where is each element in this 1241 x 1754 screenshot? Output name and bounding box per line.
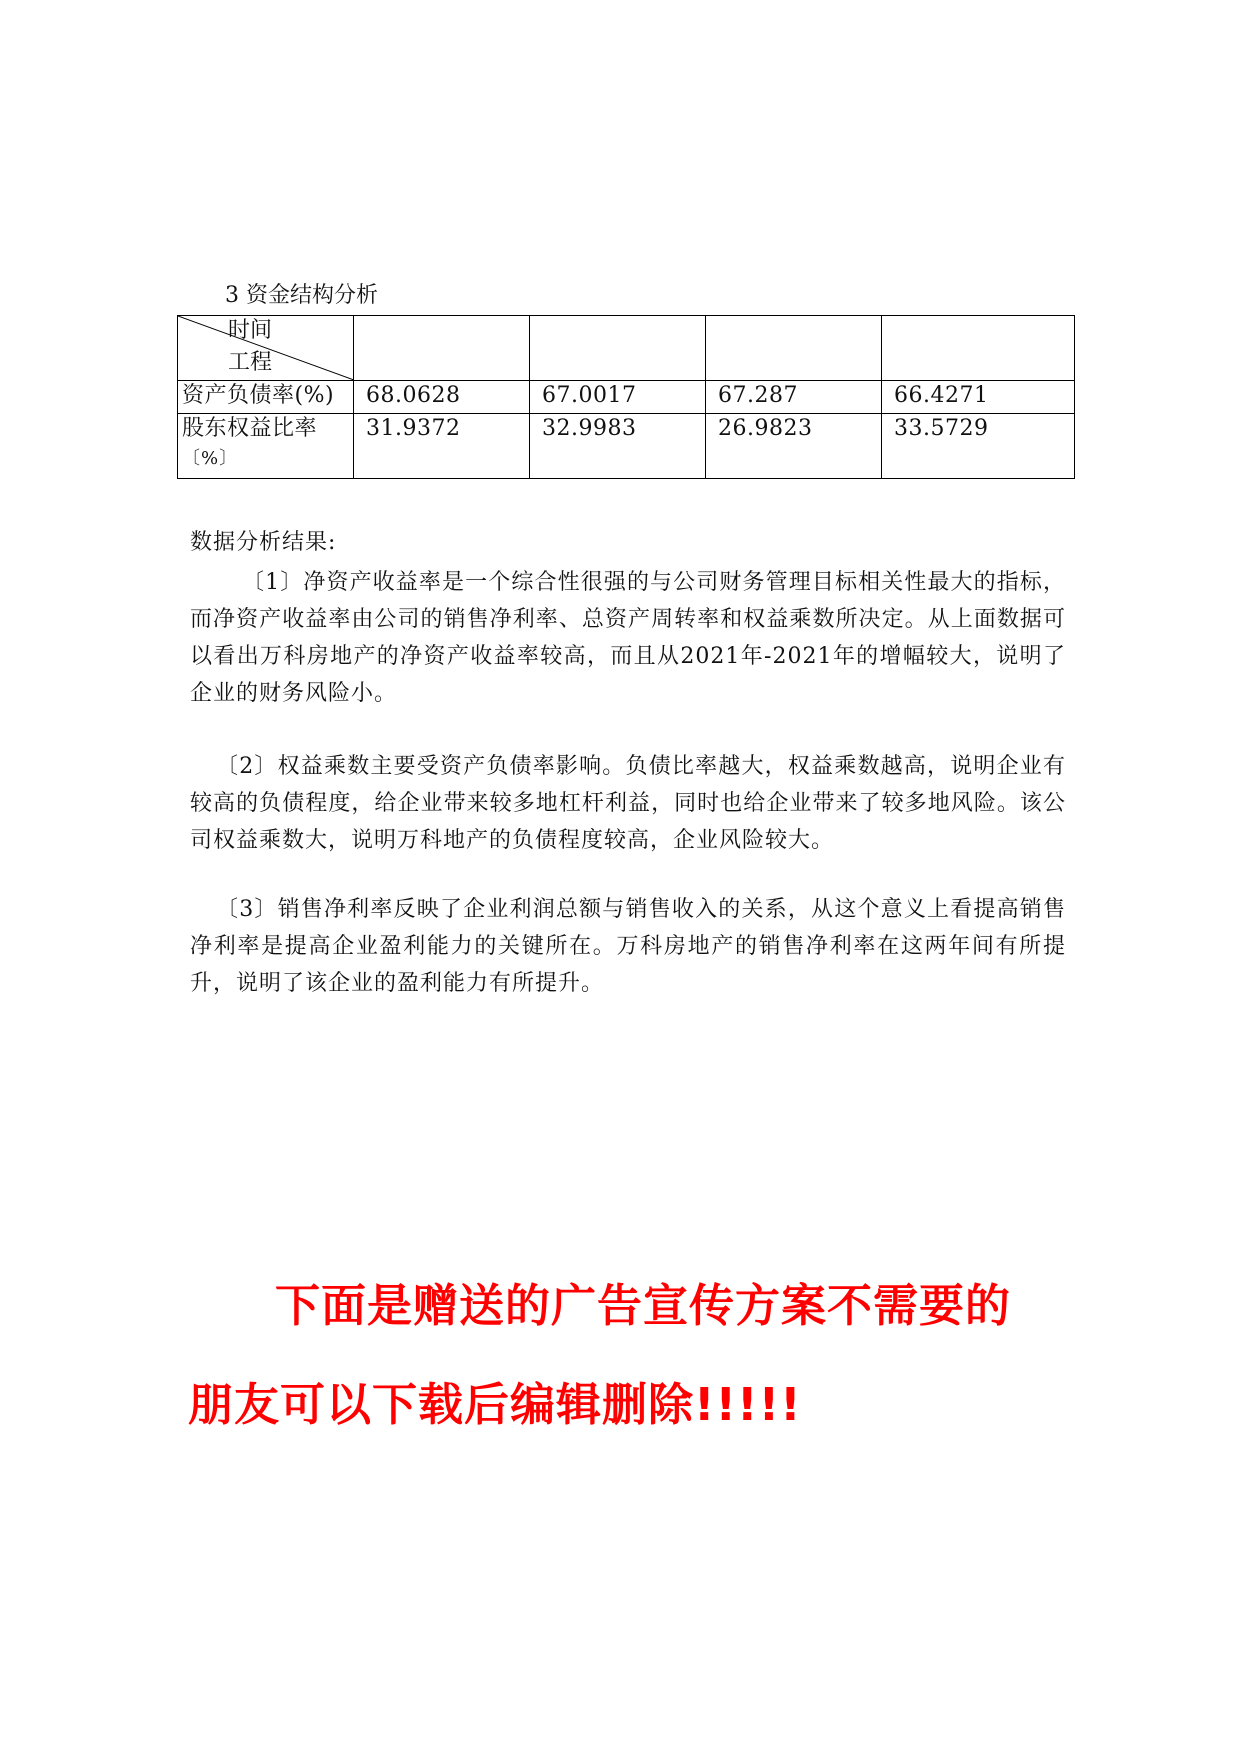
section-title: 3 资金结构分析	[225, 283, 378, 308]
table-cell: 33.5729	[882, 414, 1075, 479]
analysis-paragraph-1: 〔1〕净资产收益率是一个综合性很强的与公司财务管理目标相关性最大的指标，而净资产收益率由公司的销售净利率、总资产周转率和权益乘数所决定。从上面数据可以看出万科房地产的净资产收益率较高，而且从2021年-2021年的增幅较大，说明了企业的财务风险小。	[190, 570, 1066, 706]
analysis-paragraph-2: 〔2〕权益乘数主要受资产负债率影响。负债比率越大，权益乘数越高，说明企业有较高的负债程度，给企业带来较多地杠杆利益，同时也给企业带来了较多地风险。该公司权益乘数大，说明万科地产的负债程度较高，企业风险较大。	[190, 754, 1066, 853]
table-cell: 67.0017	[530, 381, 706, 414]
table-cell: 26.9823	[706, 414, 882, 479]
row-label	[178, 381, 354, 414]
analysis-paragraph-3: 〔3〕销售净利率反映了企业利润总额与销售收入的关系，从这个意义上看提高销售净利率是提高企业盈利能力的关键所在。万科房地产的销售净利率在这两年间有所提升，说明了该企业的盈利能力有所提升。	[190, 897, 1066, 996]
table-row	[178, 381, 1075, 414]
table-cell: 31.9372	[354, 414, 530, 479]
table-cell: 67.287	[706, 381, 882, 414]
header-cell	[530, 316, 706, 381]
table-cell: 66.4271	[882, 381, 1075, 414]
corner-label-time: 时间	[228, 318, 273, 343]
table-corner-cell	[178, 316, 354, 381]
corner-label-item: 工程	[228, 350, 273, 375]
table-cell: 32.9983	[530, 414, 706, 479]
row-label	[178, 414, 354, 479]
row-label-unit: 〔%〕	[182, 448, 239, 469]
ad-notice-line-2: 朋友可以下载后编辑删除!!!!!	[188, 1378, 802, 1431]
header-cell	[706, 316, 882, 381]
ad-notice-line-1: 下面是赠送的广告宣传方案不需要的	[275, 1279, 1012, 1332]
table-cell: 68.0628	[354, 381, 530, 414]
capital-structure-table	[177, 315, 1075, 479]
table-row	[178, 414, 1075, 479]
table-header-row	[178, 316, 1075, 381]
row-label-text: 资产负债率(%)	[182, 383, 335, 408]
row-label-text: 股东权益比率	[182, 416, 318, 441]
results-heading: 数据分析结果:	[190, 530, 337, 555]
header-cell	[354, 316, 530, 381]
header-cell	[882, 316, 1075, 381]
